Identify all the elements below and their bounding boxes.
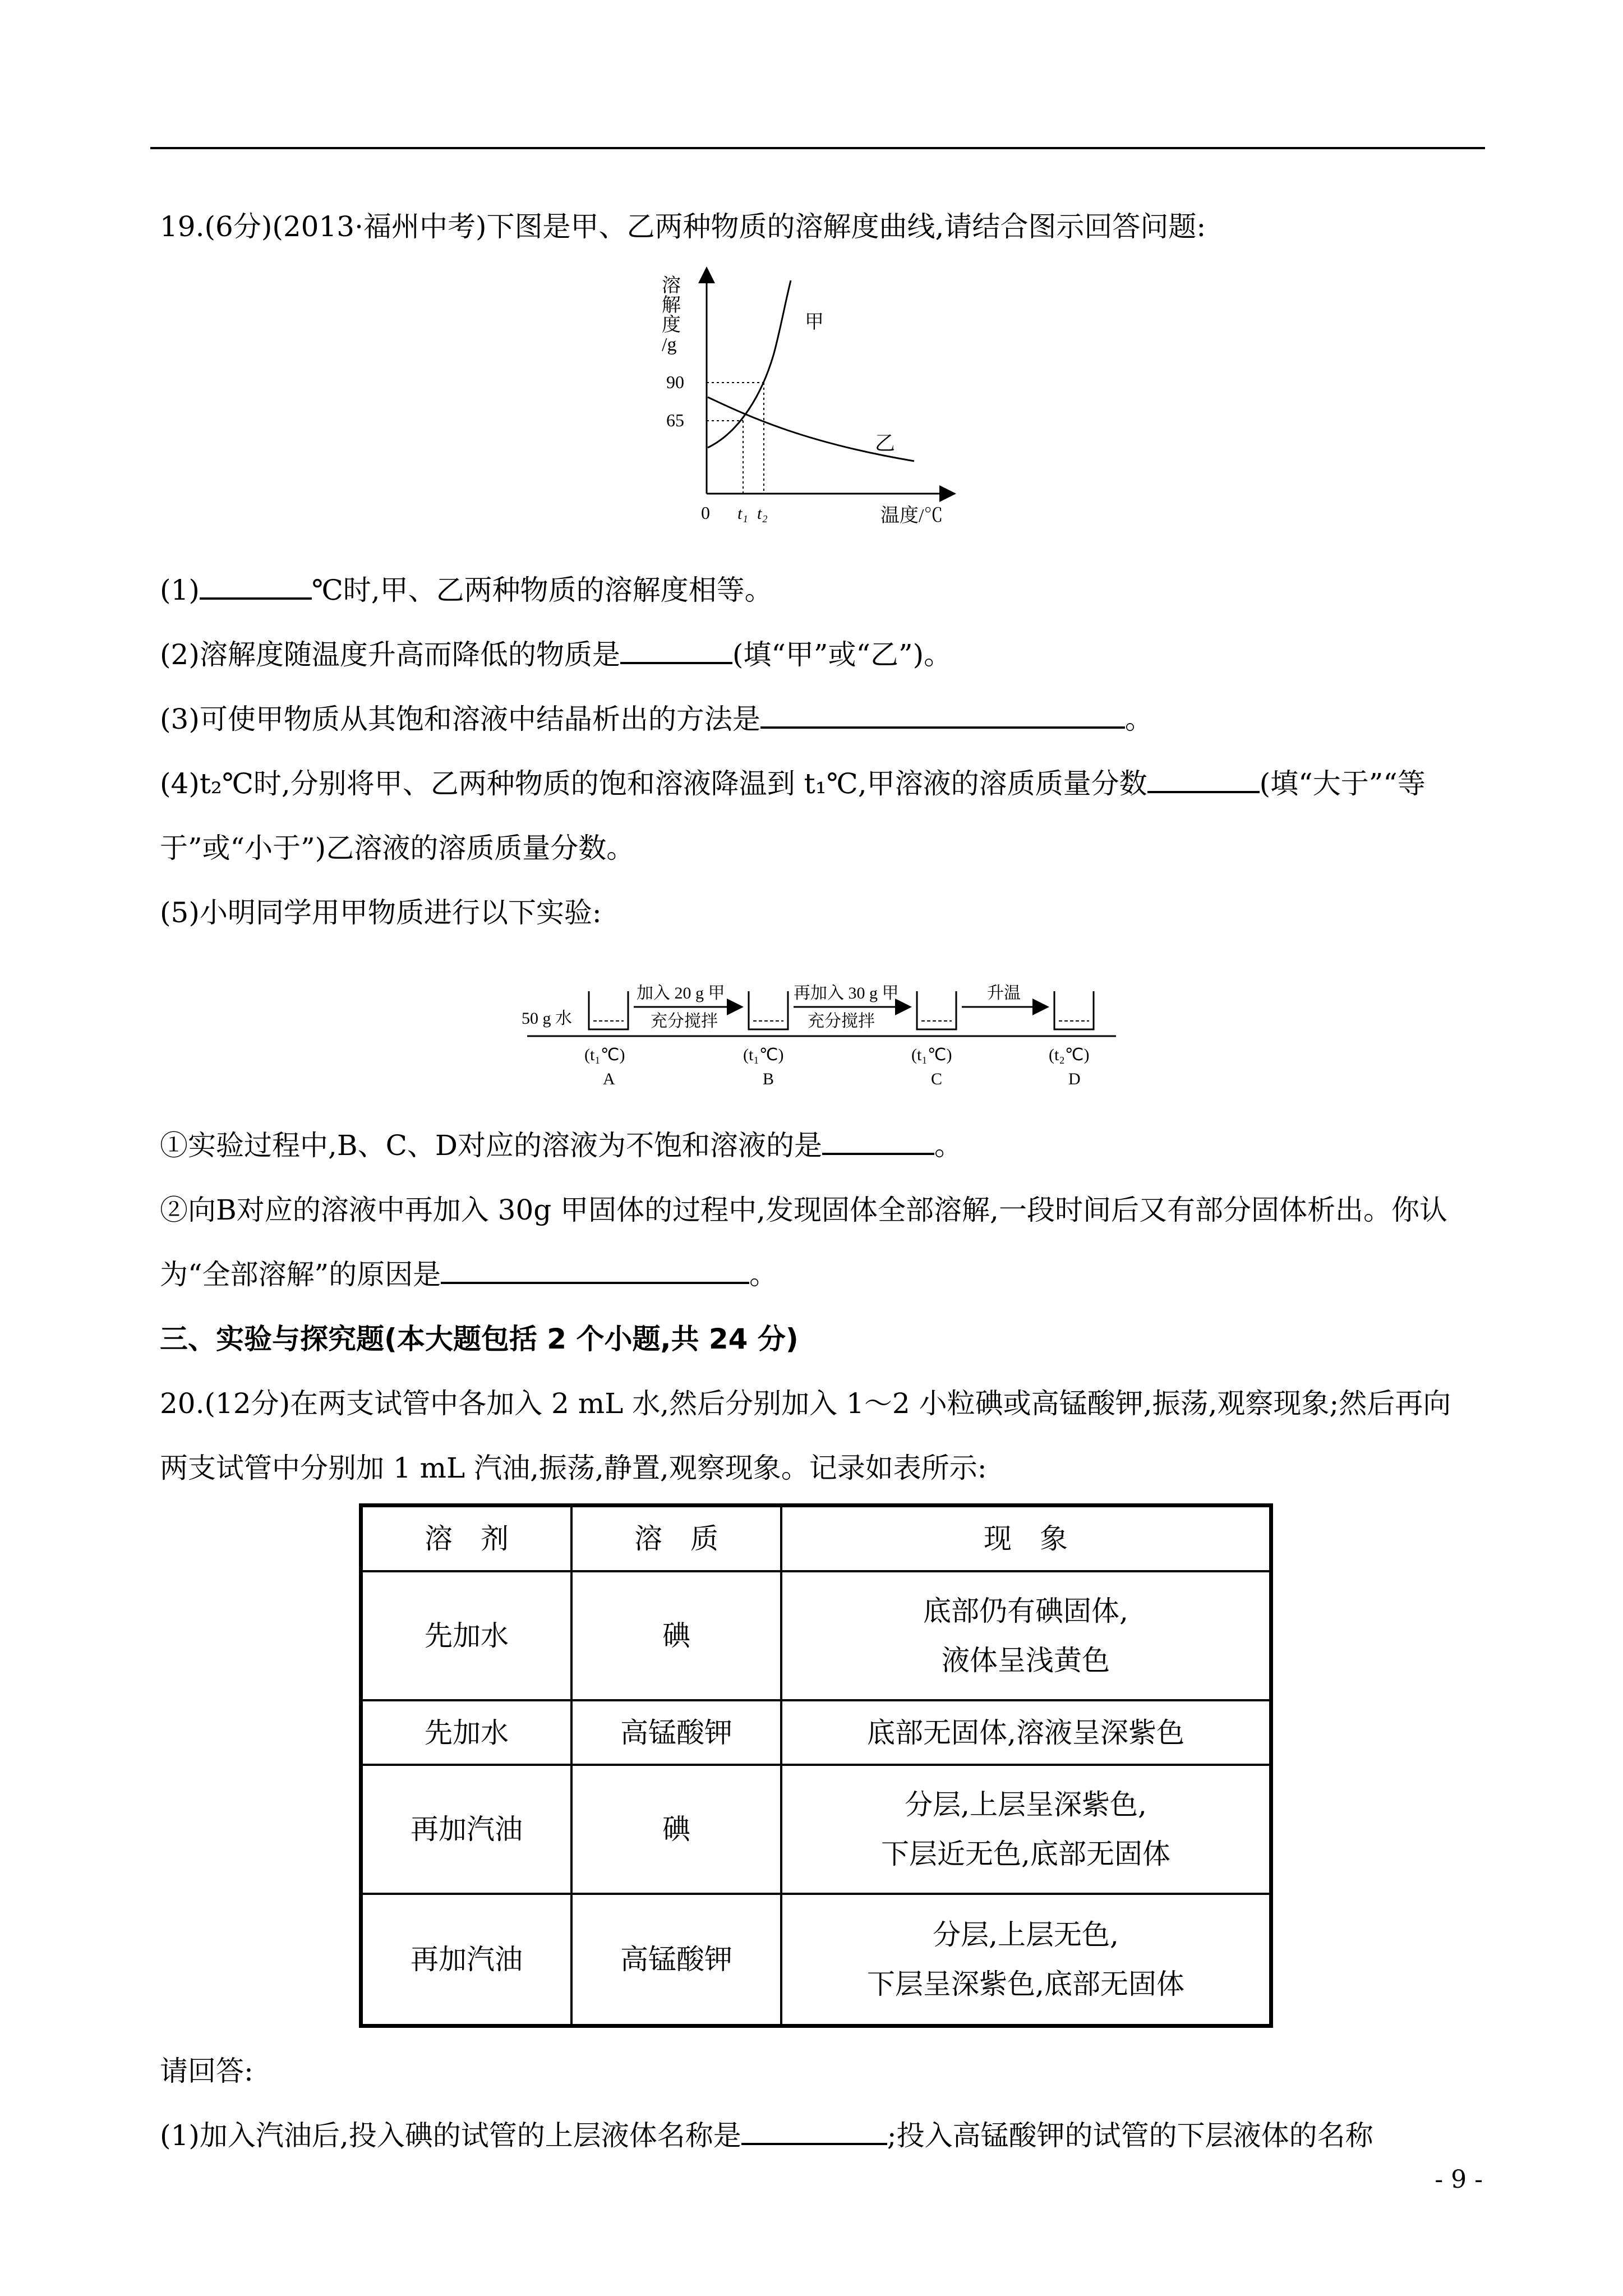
table-row <box>361 1894 1271 2026</box>
table-header-row <box>361 1506 1271 1572</box>
beaker-c-temp: (t₁℃) <box>911 1046 952 1064</box>
table-row <box>361 1571 1271 1700</box>
series-yi-label: 乙 <box>875 432 896 454</box>
x-axis-label: 温度/℃ <box>880 505 943 526</box>
beaker-a <box>589 991 628 1029</box>
q19-part1: (1) ℃时,甲、乙两种物质的溶解度相等。 <box>160 574 773 606</box>
beaker-a-temp: (t₁℃) <box>584 1046 625 1064</box>
y-label-3: 度 <box>662 315 681 335</box>
y-tick-65: 65 <box>666 410 684 430</box>
q19-sub1: ①实验过程中,B、C、D对应的溶液为不饱和溶液的是 。 <box>160 1129 962 1162</box>
beaker-c-label: C <box>931 1070 943 1088</box>
beaker-d-label: D <box>1068 1070 1081 1088</box>
arrow-3-top: 升温 <box>987 984 1021 1002</box>
arrow-1-bottom: 充分搅拌 <box>651 1012 718 1030</box>
cell-solvent: 再加汽油 <box>361 1765 572 1894</box>
answer-blank-3[interactable] <box>760 704 1125 729</box>
beaker-d <box>1054 991 1094 1029</box>
cell-solvent: 先加水 <box>361 1700 572 1765</box>
beaker-b-temp: (t₁℃) <box>743 1046 784 1064</box>
y-tick-90: 90 <box>666 372 684 392</box>
cell-solvent: 再加汽油 <box>361 1894 572 2026</box>
series-jia-curve <box>708 280 791 448</box>
cell-solvent: 先加水 <box>361 1571 572 1700</box>
x-tick-t2: t₂ <box>757 504 768 523</box>
header-rule <box>150 147 1485 149</box>
q19-part4-cont: 于”或“小于”)乙溶液的溶质质量分数。 <box>160 832 635 864</box>
y-label-2: 解 <box>662 295 681 316</box>
solubility-chart <box>606 264 965 533</box>
answer-blank-7[interactable] <box>741 2120 887 2145</box>
q19-sub2-line1: ②向B对应的溶液中再加入 30g 甲固体的过程中,发现固体全部溶解,一段时间后又有部分固体析出。你认 <box>160 1194 1447 1226</box>
table-row <box>361 1765 1271 1894</box>
cell-phenomenon: 分层,上层呈深紫色, 下层近无色,底部无固体 <box>781 1765 1271 1894</box>
arrow-2-bottom: 充分搅拌 <box>808 1012 875 1030</box>
q19-sub2-line2: 为“全部溶解”的原因是 。 <box>160 1258 778 1291</box>
origin-label: 0 <box>701 503 710 523</box>
q20-line1: 20.(12分)在两支试管中各加入 2 mL 水,然后分别加入 1～2 小粒碘或高锰酸钾,振荡,观察现象;然后再向 <box>160 1387 1451 1420</box>
record-table <box>359 1503 1273 2028</box>
cell-phenomenon: 分层,上层无色, 下层呈深紫色,底部无固体 <box>781 1894 1271 2026</box>
cell-phenomenon: 底部仍有碘固体, 液体呈浅黄色 <box>781 1571 1271 1700</box>
arrow-2-top: 再加入 30 g 甲 <box>794 984 899 1002</box>
beaker-d-temp: (t₂℃) <box>1049 1046 1090 1064</box>
q19-part3: (3)可使甲物质从其饱和溶液中结晶析出的方法是 。 <box>160 703 1153 735</box>
y-label-1: 溶 <box>662 275 681 296</box>
q19-part5: (5)小明同学用甲物质进行以下实验: <box>160 896 602 929</box>
q20-line2: 两支试管中分别加 1 mL 汽油,振荡,静置,观察现象。记录如表所示: <box>160 1452 987 1484</box>
experiment-diagram <box>516 968 1122 1091</box>
beaker-c <box>917 991 956 1029</box>
answer-blank-5[interactable] <box>822 1130 934 1155</box>
y-label-4: /g <box>662 334 677 355</box>
section-3-heading: 三、实验与探究题(本大题包括 2 个小题,共 24 分) <box>160 1323 799 1355</box>
cell-solute: 高锰酸钾 <box>571 1700 781 1765</box>
cell-solute: 碘 <box>571 1765 781 1894</box>
q19-part4: (4)t₂℃时,分别将甲、乙两种物质的饱和溶液降温到 t₁℃,甲溶液的溶质质量分数 (填“大于”“等 <box>160 767 1426 800</box>
q19-stem: 19.(6分)(2013·福州中考)下图是甲、乙两种物质的溶解度曲线,请结合图示回答问题: <box>160 210 1206 243</box>
q20-ask: 请回答: <box>160 2055 253 2087</box>
q20-answer1: (1)加入汽油后,投入碘的试管的上层液体名称是 ;投入高锰酸钾的试管的下层液体的名称 <box>160 2119 1373 2152</box>
x-tick-t1: t₁ <box>737 504 748 523</box>
water-label: 50 g 水 <box>522 1009 572 1028</box>
table-row <box>361 1700 1271 1765</box>
cell-solute: 碘 <box>571 1571 781 1700</box>
answer-blank-6[interactable] <box>441 1259 749 1284</box>
page-number: - 9 - <box>1435 2165 1483 2194</box>
series-jia-label: 甲 <box>805 312 824 333</box>
cell-phenomenon: 底部无固体,溶液呈深紫色 <box>781 1700 1271 1765</box>
arrow-1-top: 加入 20 g 甲 <box>637 984 725 1002</box>
answer-blank-2[interactable] <box>620 639 732 664</box>
header-phenomenon: 现 象 <box>781 1506 1271 1572</box>
cell-solute: 高锰酸钾 <box>571 1894 781 2026</box>
q19-part2: (2)溶解度随温度升高而降低的物质是 (填“甲”或“乙”)。 <box>160 638 952 671</box>
header-solvent: 溶 剂 <box>361 1506 572 1572</box>
beaker-b <box>749 991 788 1029</box>
answer-blank-1[interactable] <box>200 575 312 600</box>
beaker-a-label: A <box>603 1070 615 1088</box>
answer-blank-4[interactable] <box>1147 769 1260 793</box>
beaker-b-label: B <box>763 1070 774 1088</box>
header-solute: 溶 质 <box>571 1506 781 1572</box>
